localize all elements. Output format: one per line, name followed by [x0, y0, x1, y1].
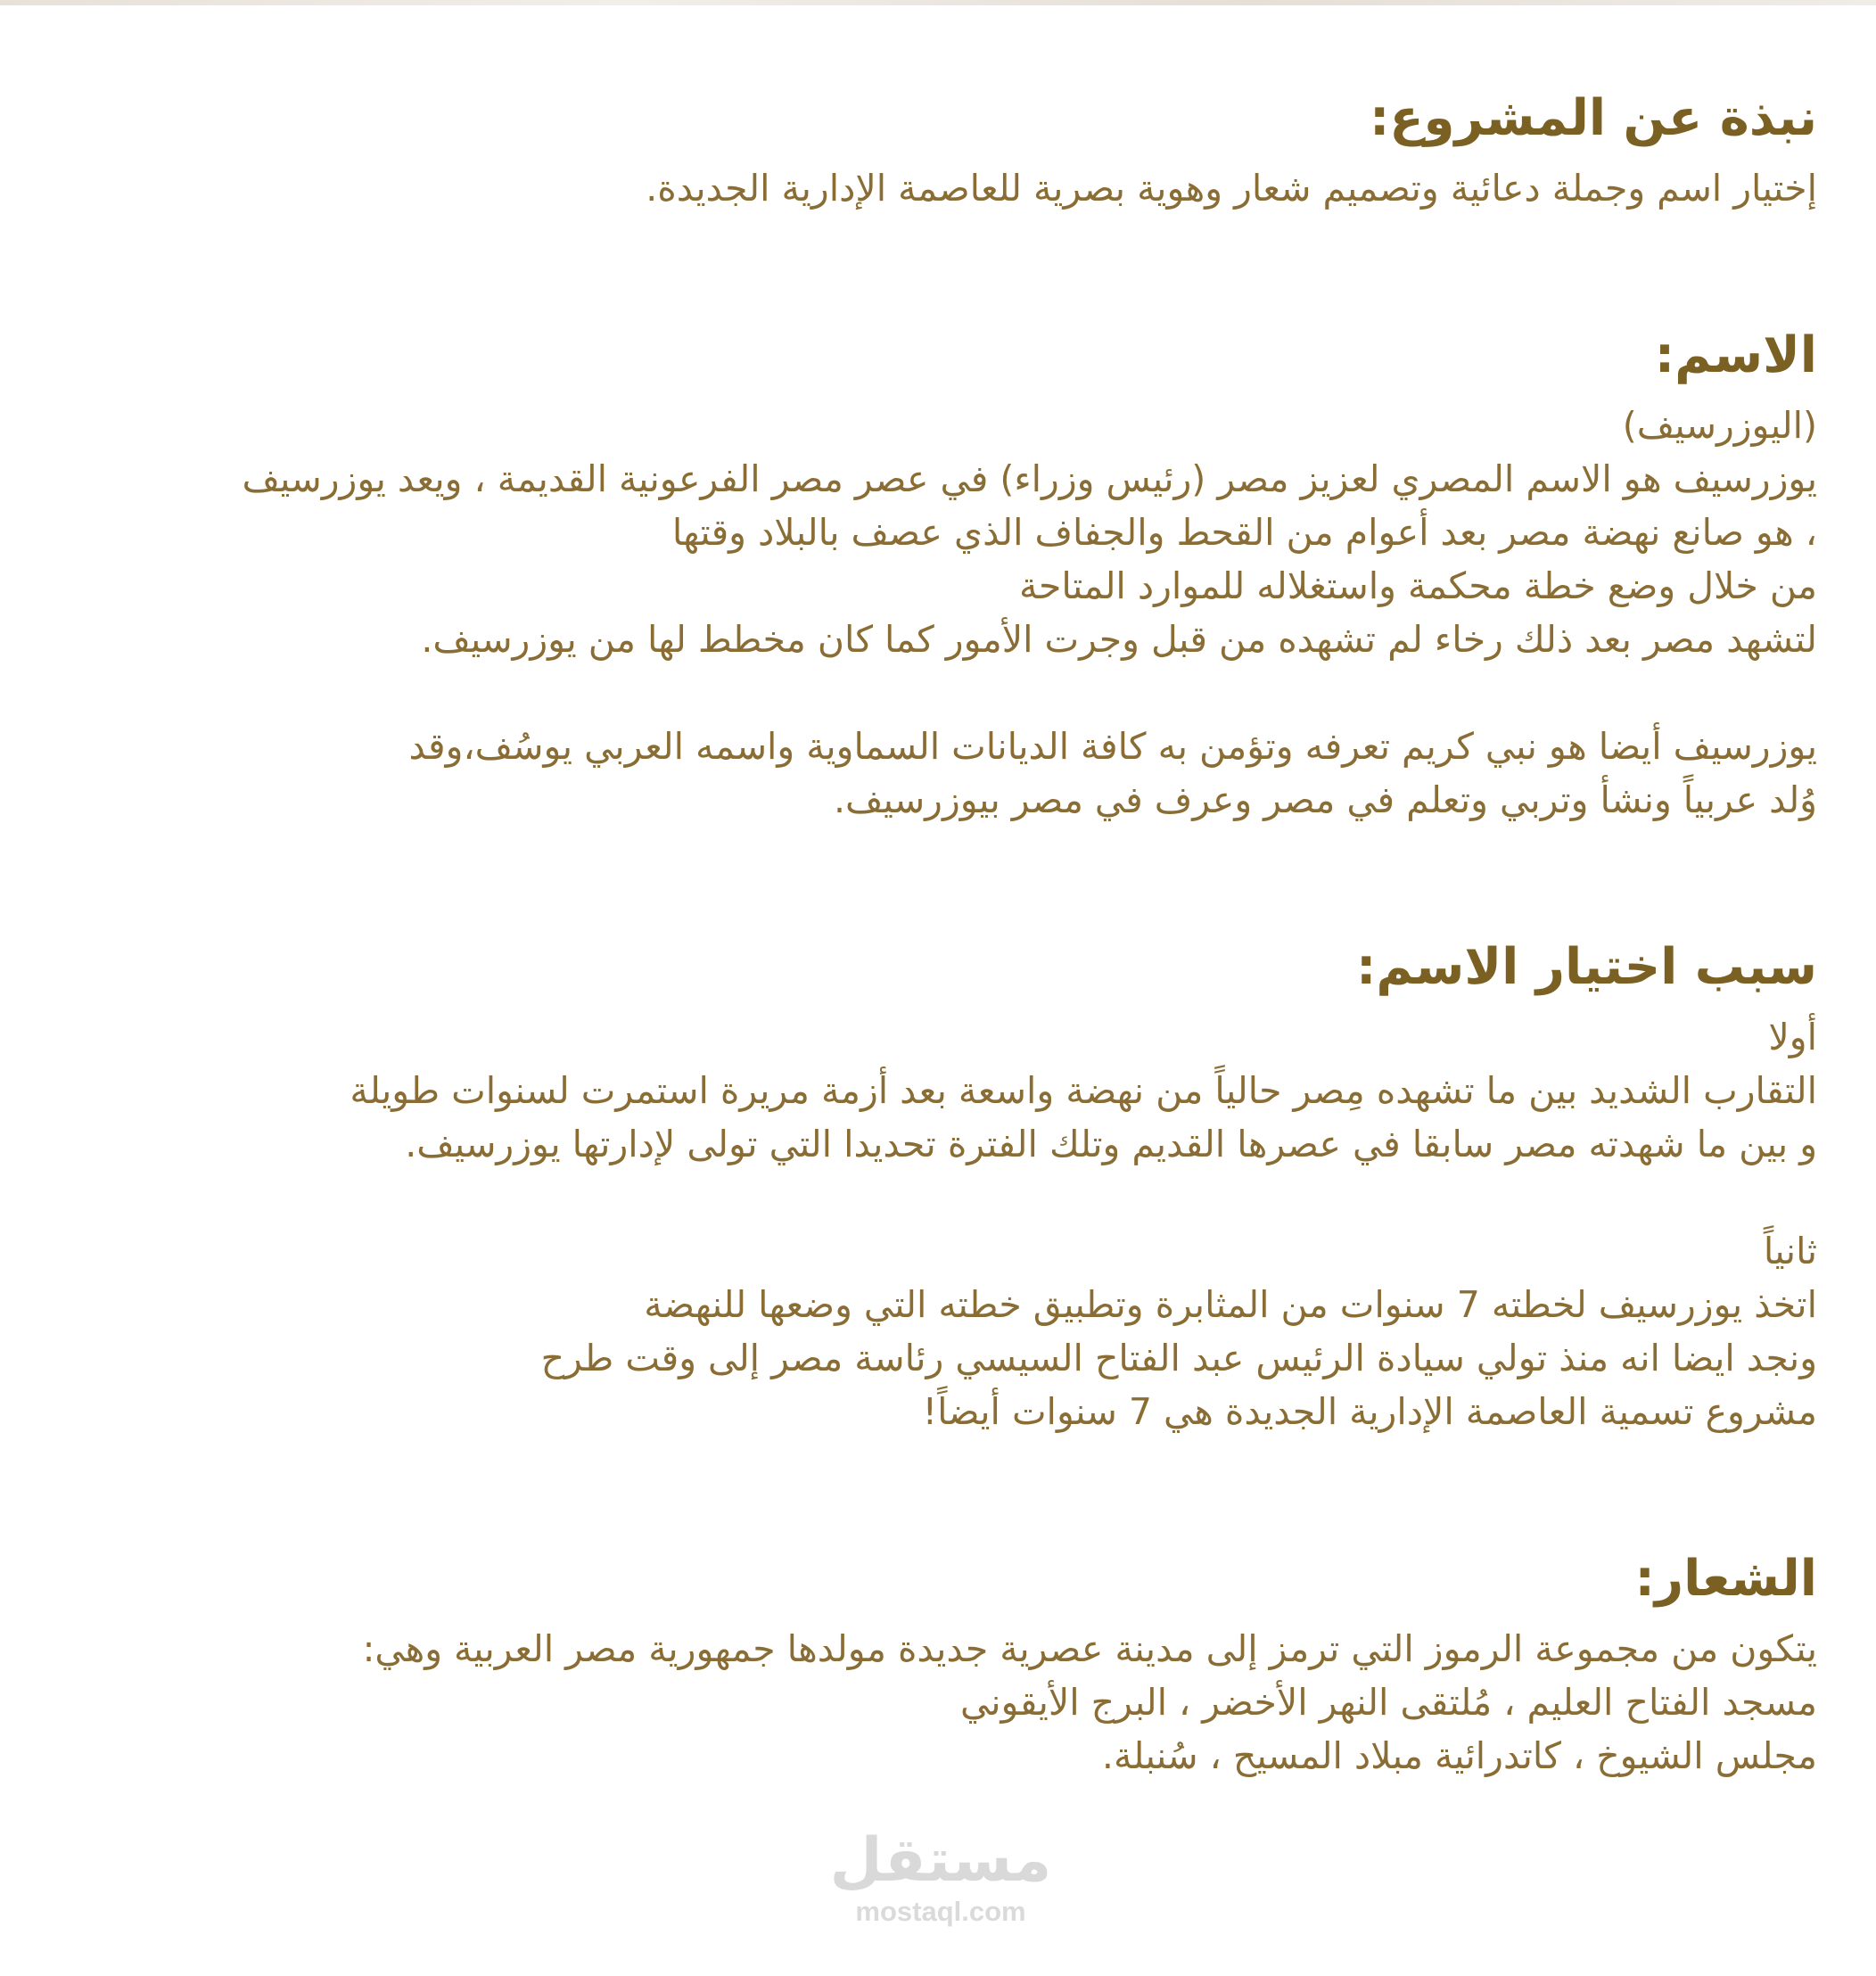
name-line-3: ، هو صانع نهضة مصر بعد أعوام من القحط والجفاف الذي عصف بالبلاد وقتها [671, 511, 1817, 554]
reason-line-3: و بين ما شهدته مصر سابقا في عصرها القديم وتلك الفترة تحديدا التي تولى لإدارتها يوزرسيف. [405, 1123, 1817, 1165]
about-line-1: إختيار اسم وجملة دعائية وتصميم شعار وهوية بصرية للعاصمة الإدارية الجديدة. [646, 167, 1817, 210]
reason-section [125, 934, 1817, 1438]
reason-title: سبب اختيار الاسم: [1355, 938, 1817, 996]
reason-line-1: أولا [1768, 1016, 1817, 1058]
watermark-url: mostaql.com [855, 1896, 1026, 1927]
about-title: نبذة عن المشروع: [1370, 89, 1817, 147]
about-section [125, 85, 1817, 215]
watermark-brand: مستقل [829, 1825, 1052, 1896]
name-line-1: (اليوزرسيف) [1622, 404, 1817, 447]
name-line-7: وُلد عربياً ونشأ وتربي وتعلم في مصر وعرف في مصر بيوزرسيف. [833, 778, 1817, 821]
name-line-4: من خلال وضع خطة محكمة واستغلاله للموارد المتاحة [1019, 564, 1817, 607]
section-spacer [125, 827, 1817, 934]
reason-line-2: التقارب الشديد بين ما تشهده مِصر حالياً من نهضة واسعة بعد أزمة مريرة استمرت لسنوات طويلة [350, 1069, 1817, 1112]
logo-line-1: يتكون من مجموعة الرموز التي ترمز إلى مدينة عصرية جديدة مولدها جمهورية مصر العربية وهي: [362, 1627, 1817, 1670]
logo-line-2: مسجد الفتاح العليم ، مُلتقى النهر الأخضر ، البرج الأيقوني [959, 1681, 1817, 1724]
name-line-5: لتشهد مصر بعد ذلك رخاء لم تشهده من قبل وجرت الأمور كما كان مخطط لها من يوزرسيف. [421, 618, 1817, 661]
name-text [125, 399, 1817, 827]
name-title: الاسم: [1654, 326, 1817, 384]
section-spacer [125, 215, 1817, 322]
logo-line-3: مجلس الشيوخ ، كاتدرائية مبلاد المسيح ، سُنبلة. [1101, 1734, 1817, 1777]
reason-line-6: ونجد ايضا انه منذ تولي سيادة الرئيس عبد الفتاح السيسي رئاسة مصر إلى وقت طرح [540, 1337, 1817, 1379]
reason-line-5: اتخذ يوزرسيف لخطته 7 سنوات من المثابرة وتطبيق خطته التي وضعها للنهضة [644, 1283, 1817, 1326]
paragraph-spacer [125, 1171, 1817, 1224]
logo-title: الشعار: [1634, 1550, 1817, 1608]
reason-line-7: مشروع تسمية العاصمة الإدارية الجديدة هي 7 سنوات أيضاً! [922, 1390, 1817, 1433]
top-border-strip [0, 0, 1876, 5]
logo-section [125, 1545, 1817, 1783]
document-page [125, 85, 1817, 1783]
logo-text [125, 1622, 1817, 1783]
name-section [125, 322, 1817, 827]
mostaql-watermark [825, 1826, 1057, 1928]
name-line-6: يوزرسيف أيضا هو نبي كريم تعرفه وتؤمن به كافة الديانات السماوية واسمه العربي يوسُف،وقد [408, 725, 1817, 768]
reason-line-4: ثانياً [1763, 1230, 1817, 1272]
about-text [125, 161, 1817, 215]
paragraph-spacer [125, 666, 1817, 720]
section-spacer [125, 1438, 1817, 1545]
reason-text [125, 1010, 1817, 1438]
name-line-2: يوزرسيف هو الاسم المصري لعزيز مصر (رئيس وزراء) في عصر مصر الفرعونية القديمة ، ويعد يوزرسيف [242, 457, 1817, 500]
